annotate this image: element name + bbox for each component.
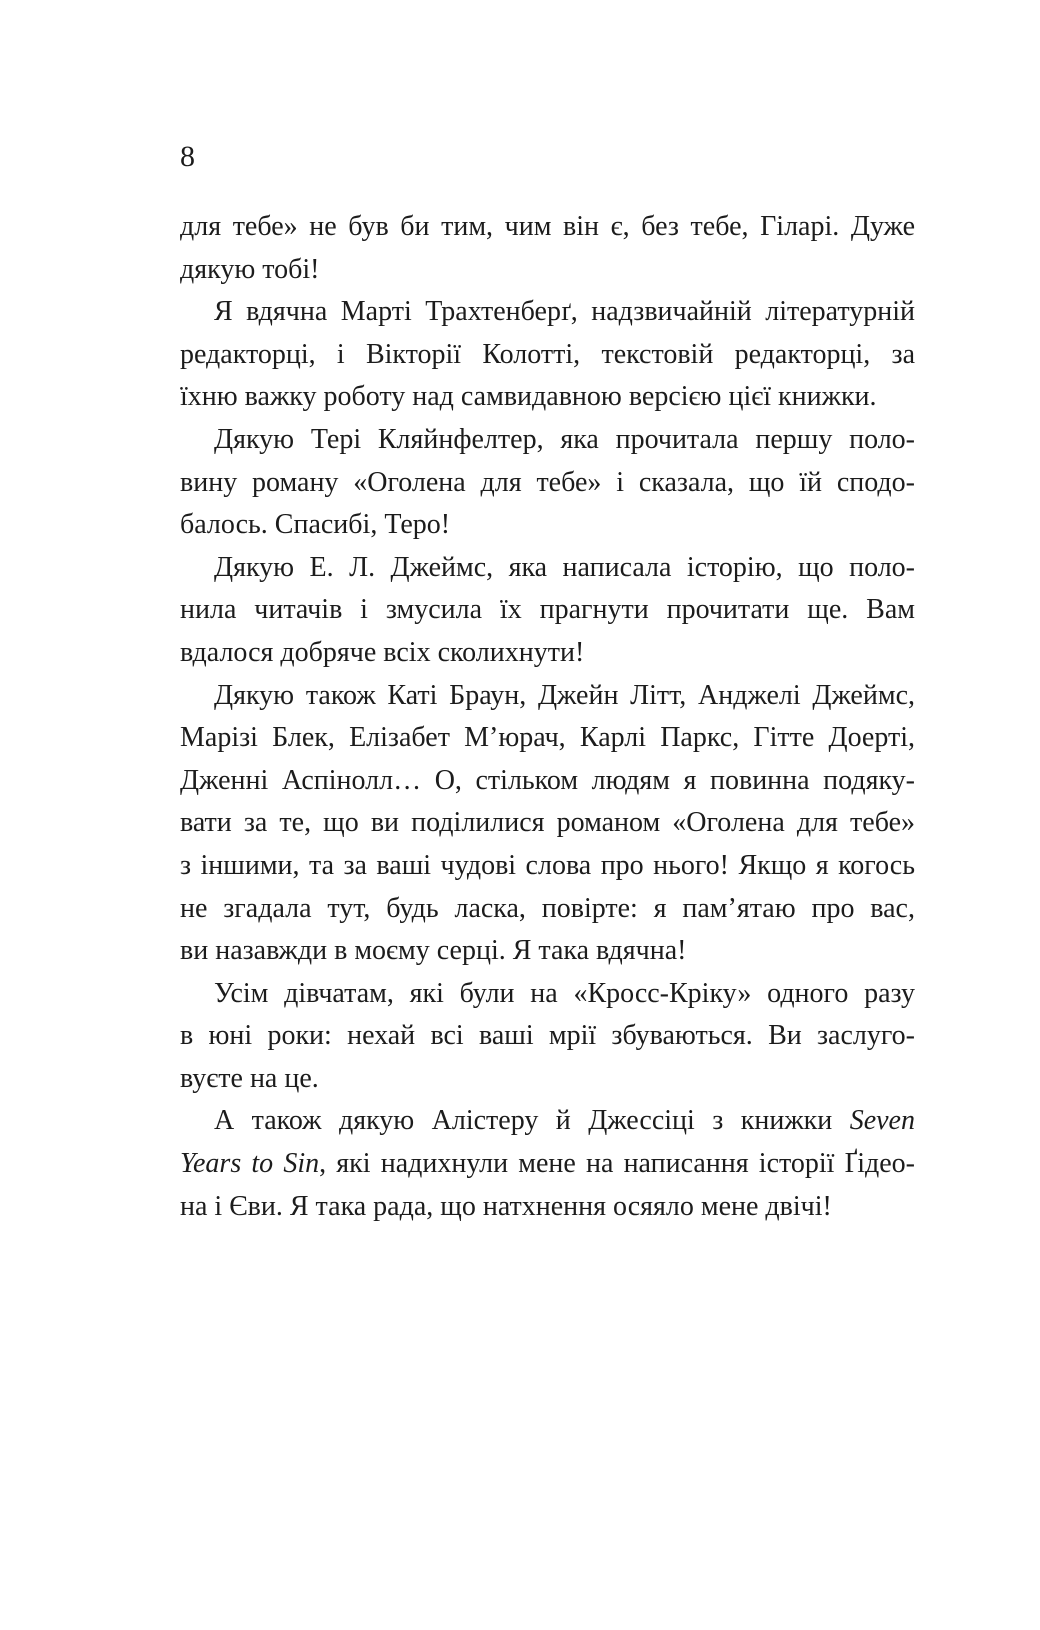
text-line: [180, 291, 915, 334]
text-line: [180, 419, 915, 462]
book-title-italic: Seven: [849, 1105, 915, 1137]
text-line: [180, 547, 915, 590]
text-line: [180, 249, 915, 292]
paragraph: [180, 973, 915, 1101]
text-segment: вати за те, що ви поділилися романом «Оголена для тебе»: [180, 807, 915, 839]
text-segment: Дякую Е. Л. Джеймс, яка написала історію, що поло-: [214, 551, 915, 583]
paragraph: [180, 675, 915, 973]
text-line: [180, 206, 915, 249]
text-line: [180, 376, 915, 419]
text-line: [180, 760, 915, 803]
text-line: [180, 930, 915, 973]
text-line: [180, 632, 915, 675]
text-segment: вдалося добряче всіх сколихнути!: [180, 636, 585, 668]
text-segment: , які надихнули мене на написання історії Ґідео-: [319, 1148, 915, 1180]
text-segment: на і Єви. Я така рада, що натхнення осяяло мене двічі!: [180, 1190, 832, 1222]
text-segment: Дженні Аспінолл… О, стільком людям я повинна подяку-: [180, 764, 915, 796]
text-segment: з іншими, та за ваші чудові слова про нього! Якщо я когось: [180, 849, 915, 881]
text-segment: ви назавжди в моєму серці. Я така вдячна!: [180, 935, 687, 967]
text-line: [180, 504, 915, 547]
text-line: [180, 1186, 915, 1229]
text-segment: для тебе» не був би тим, чим він є, без тебе, Гіларі. Дуже: [180, 211, 915, 242]
text-segment: нила читачів і змусила їх прагнути прочитати ще. Вам: [180, 594, 915, 626]
book-title-italic: Years to Sin: [180, 1148, 320, 1180]
text-line: [180, 1100, 915, 1143]
text-segment: А також дякую Алістеру й Джессіці з книжки: [214, 1105, 850, 1137]
text-segment: Марізі Блек, Елізабет М’юрач, Карлі Паркс, Гітте Доерті,: [180, 722, 915, 754]
text-segment: Дякую Тері Кляйнфелтер, яка прочитала першу поло-: [214, 423, 915, 455]
text-segment: дякую тобі!: [180, 253, 320, 285]
text-segment: Дякую також Каті Браун, Джейн Літт, Анджелі Джеймс,: [214, 679, 915, 711]
text-segment: їхню важку роботу над самвидавною версією цієї книжки.: [180, 381, 877, 413]
paragraph: [180, 291, 915, 419]
text-line: [180, 675, 915, 718]
text-line: [180, 1015, 915, 1058]
text-line: [180, 589, 915, 632]
text-segment: балось. Спасибі, Теро!: [180, 509, 451, 541]
text-line: [180, 802, 915, 845]
text-segment: не згадала тут, будь ласка, повірте: я пам’ятаю про вас,: [180, 892, 915, 924]
text-line: [180, 973, 915, 1016]
acknowledgments-text: [180, 206, 915, 1228]
text-segment: Я вдячна Марті Трахтенберґ, надзвичайній літературній: [214, 296, 915, 328]
text-line: [180, 462, 915, 505]
paragraph: [180, 206, 915, 291]
text-segment: вуєте на це.: [180, 1062, 319, 1094]
page-number: 8: [180, 140, 195, 173]
text-segment: в юні роки: нехай всі ваші мрії збуваються. Ви заслуго-: [180, 1020, 915, 1052]
text-segment: редакторці, і Вікторії Колотті, текстовій редакторці, за: [180, 338, 915, 370]
text-line: [180, 717, 915, 760]
paragraph: [180, 547, 915, 675]
text-line: [180, 845, 915, 888]
paragraph: [180, 1100, 915, 1228]
text-segment: Усім дівчатам, які були на «Кросс-Кріку» одного разу: [214, 977, 915, 1009]
text-line: [180, 334, 915, 377]
text-line: [180, 1143, 915, 1186]
text-segment: вину роману «Оголена для тебе» і сказала, що їй сподо-: [180, 466, 915, 498]
text-line: [180, 1058, 915, 1101]
paragraph: [180, 419, 915, 547]
text-line: [180, 888, 915, 931]
